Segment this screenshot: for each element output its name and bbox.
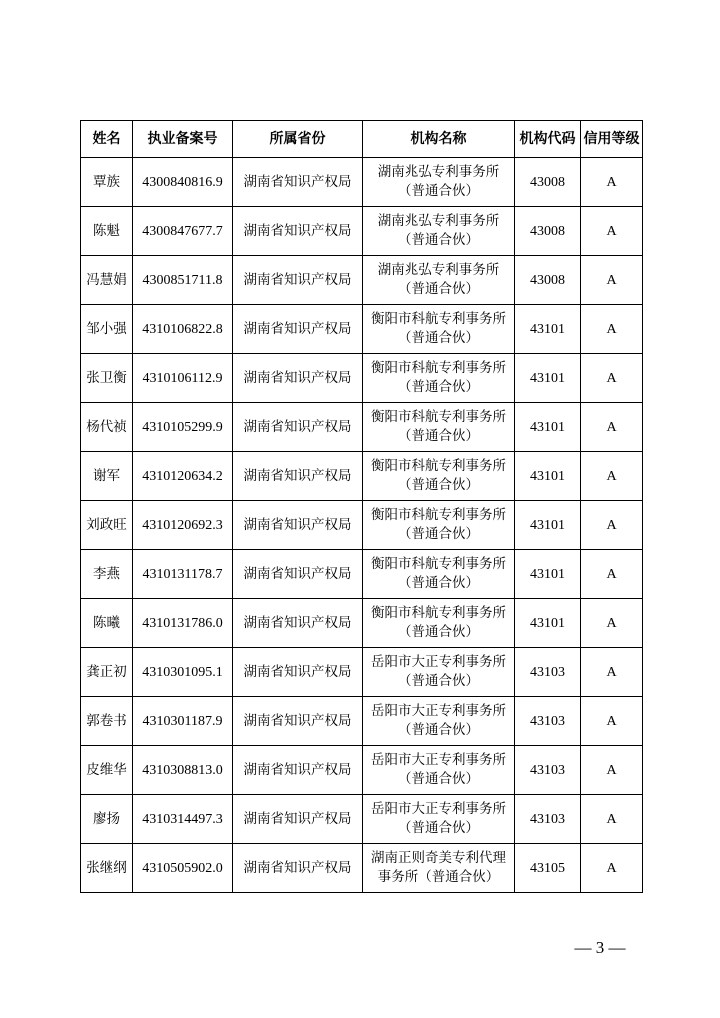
name-cell: 郭卷书 (81, 697, 133, 746)
organization-code-cell: 43008 (515, 207, 581, 256)
registration-number-cell: 4310131178.7 (133, 550, 233, 599)
name-cell: 龚正初 (81, 648, 133, 697)
credit-grade-cell: A (581, 697, 643, 746)
table-body (81, 158, 643, 893)
table-row (81, 550, 643, 599)
organization-name-cell (363, 844, 515, 893)
table-row (81, 844, 643, 893)
organization-name-cell (363, 158, 515, 207)
name-cell: 李燕 (81, 550, 133, 599)
name-cell: 邹小强 (81, 305, 133, 354)
organization-name-line-1: 衡阳市科航专利事务所 (371, 311, 506, 327)
organization-name-cell (363, 648, 515, 697)
province-cell: 湖南省知识产权局 (233, 207, 363, 256)
credit-grade-cell: A (581, 599, 643, 648)
name-cell: 覃族 (81, 158, 133, 207)
registration-number-cell: 4310105299.9 (133, 403, 233, 452)
organization-name-line-1: 衡阳市科航专利事务所 (371, 360, 506, 376)
credit-grade-cell: A (581, 305, 643, 354)
header-registration-number: 执业备案号 (133, 121, 233, 158)
organization-name-line-1: 衡阳市科航专利事务所 (371, 409, 506, 425)
header-organization-name: 机构名称 (363, 121, 515, 158)
organization-code-cell: 43101 (515, 550, 581, 599)
organization-name-line-2: （普通合伙） (398, 379, 479, 395)
registration-number-cell: 4310308813.0 (133, 746, 233, 795)
organization-name-line-1: 湖南兆弘专利事务所 (377, 164, 500, 180)
name-cell: 皮维华 (81, 746, 133, 795)
organization-name-line-1: 衡阳市科航专利事务所 (371, 605, 506, 621)
organization-name-line-2: （普通合伙） (398, 330, 479, 346)
organization-code-cell: 43008 (515, 158, 581, 207)
organization-name-line-2: （普通合伙） (398, 575, 479, 591)
province-cell: 湖南省知识产权局 (233, 550, 363, 599)
registration-number-cell: 4310120692.3 (133, 501, 233, 550)
registration-number-cell: 4310120634.2 (133, 452, 233, 501)
registration-number-cell: 4310106822.8 (133, 305, 233, 354)
table-row (81, 256, 643, 305)
organization-name-line-2: （普通合伙） (398, 281, 479, 297)
header-organization-code: 机构代码 (515, 121, 581, 158)
name-cell: 冯慧娟 (81, 256, 133, 305)
organization-name-line-1: 衡阳市科航专利事务所 (371, 458, 506, 474)
table-row (81, 697, 643, 746)
organization-code-cell: 43101 (515, 599, 581, 648)
province-cell: 湖南省知识产权局 (233, 452, 363, 501)
province-cell: 湖南省知识产权局 (233, 795, 363, 844)
organization-name-cell (363, 256, 515, 305)
registration-number-cell: 4310131786.0 (133, 599, 233, 648)
table-row (81, 452, 643, 501)
organization-name-line-2: （普通合伙） (398, 477, 479, 493)
province-cell: 湖南省知识产权局 (233, 501, 363, 550)
organization-code-cell: 43103 (515, 795, 581, 844)
organization-code-cell: 43101 (515, 501, 581, 550)
organization-code-cell: 43103 (515, 648, 581, 697)
organization-name-line-1: 湖南兆弘专利事务所 (377, 213, 500, 229)
organization-name-cell (363, 599, 515, 648)
organization-name-line-1: 湖南兆弘专利事务所 (377, 262, 500, 278)
name-cell: 陈魁 (81, 207, 133, 256)
table-row (81, 158, 643, 207)
organization-name-line-2: （普通合伙） (398, 232, 479, 248)
organization-name-cell (363, 207, 515, 256)
credit-grade-cell: A (581, 452, 643, 501)
organization-name-line-2: （普通合伙） (398, 526, 479, 542)
table-row (81, 648, 643, 697)
name-cell: 杨代祯 (81, 403, 133, 452)
name-cell: 陈曦 (81, 599, 133, 648)
province-cell: 湖南省知识产权局 (233, 599, 363, 648)
organization-name-cell (363, 452, 515, 501)
organization-name-cell (363, 305, 515, 354)
header-credit-grade: 信用等级 (581, 121, 643, 158)
credit-grade-cell: A (581, 403, 643, 452)
organization-name-line-1: 岳阳市大正专利事务所 (371, 654, 506, 670)
credit-grade-cell: A (581, 550, 643, 599)
organization-name-line-2: 事务所（普通合伙） (377, 869, 500, 885)
organization-name-line-1: 岳阳市大正专利事务所 (371, 703, 506, 719)
credit-grade-cell: A (581, 354, 643, 403)
organization-code-cell: 43101 (515, 354, 581, 403)
registration-number-cell: 4310106112.9 (133, 354, 233, 403)
credit-grade-cell: A (581, 844, 643, 893)
registration-number-cell: 4300851711.8 (133, 256, 233, 305)
header-province: 所属省份 (233, 121, 363, 158)
province-cell: 湖南省知识产权局 (233, 648, 363, 697)
table-row (81, 501, 643, 550)
organization-name-cell (363, 746, 515, 795)
registration-number-cell: 4300840816.9 (133, 158, 233, 207)
province-cell: 湖南省知识产权局 (233, 403, 363, 452)
organization-name-line-2: （普通合伙） (398, 428, 479, 444)
organization-name-line-2: （普通合伙） (398, 673, 479, 689)
name-cell: 刘政旺 (81, 501, 133, 550)
organization-name-cell (363, 697, 515, 746)
organization-name-cell (363, 550, 515, 599)
table-row (81, 305, 643, 354)
organization-name-line-1: 岳阳市大正专利事务所 (371, 752, 506, 768)
organization-name-line-1: 衡阳市科航专利事务所 (371, 507, 506, 523)
organization-name-cell (363, 795, 515, 844)
name-cell: 谢军 (81, 452, 133, 501)
credit-grade-cell: A (581, 648, 643, 697)
registration-number-cell: 4300847677.7 (133, 207, 233, 256)
organization-code-cell: 43105 (515, 844, 581, 893)
province-cell: 湖南省知识产权局 (233, 256, 363, 305)
organization-name-line-1: 湖南正则奇美专利代理 (371, 850, 506, 866)
organization-name-line-2: （普通合伙） (398, 820, 479, 836)
organization-code-cell: 43103 (515, 697, 581, 746)
credit-rating-table (80, 120, 643, 893)
organization-code-cell: 43008 (515, 256, 581, 305)
table-row (81, 207, 643, 256)
province-cell: 湖南省知识产权局 (233, 697, 363, 746)
credit-grade-cell: A (581, 501, 643, 550)
table-row (81, 403, 643, 452)
province-cell: 湖南省知识产权局 (233, 844, 363, 893)
table-row (81, 795, 643, 844)
organization-code-cell: 43103 (515, 746, 581, 795)
province-cell: 湖南省知识产权局 (233, 354, 363, 403)
organization-name-cell (363, 354, 515, 403)
table-header-row (81, 121, 643, 158)
registration-number-cell: 4310314497.3 (133, 795, 233, 844)
header-name: 姓名 (81, 121, 133, 158)
credit-grade-cell: A (581, 207, 643, 256)
registration-number-cell: 4310301095.1 (133, 648, 233, 697)
organization-name-line-2: （普通合伙） (398, 624, 479, 640)
name-cell: 廖扬 (81, 795, 133, 844)
credit-grade-cell: A (581, 746, 643, 795)
name-cell: 张卫衡 (81, 354, 133, 403)
organization-code-cell: 43101 (515, 305, 581, 354)
credit-grade-cell: A (581, 256, 643, 305)
organization-name-line-2: （普通合伙） (398, 722, 479, 738)
organization-name-line-2: （普通合伙） (398, 183, 479, 199)
organization-name-line-1: 衡阳市科航专利事务所 (371, 556, 506, 572)
organization-code-cell: 43101 (515, 452, 581, 501)
table-row (81, 599, 643, 648)
registration-number-cell: 4310301187.9 (133, 697, 233, 746)
credit-grade-cell: A (581, 158, 643, 207)
credit-table-container (80, 120, 642, 893)
registration-number-cell: 4310505902.0 (133, 844, 233, 893)
province-cell: 湖南省知识产权局 (233, 158, 363, 207)
organization-code-cell: 43101 (515, 403, 581, 452)
table-row (81, 746, 643, 795)
province-cell: 湖南省知识产权局 (233, 305, 363, 354)
organization-name-line-2: （普通合伙） (398, 771, 479, 787)
page-number: — 3 — (574, 938, 626, 957)
organization-name-line-1: 岳阳市大正专利事务所 (371, 801, 506, 817)
table-row (81, 354, 643, 403)
province-cell: 湖南省知识产权局 (233, 746, 363, 795)
name-cell: 张继纲 (81, 844, 133, 893)
organization-name-cell (363, 403, 515, 452)
organization-name-cell (363, 501, 515, 550)
credit-grade-cell: A (581, 795, 643, 844)
